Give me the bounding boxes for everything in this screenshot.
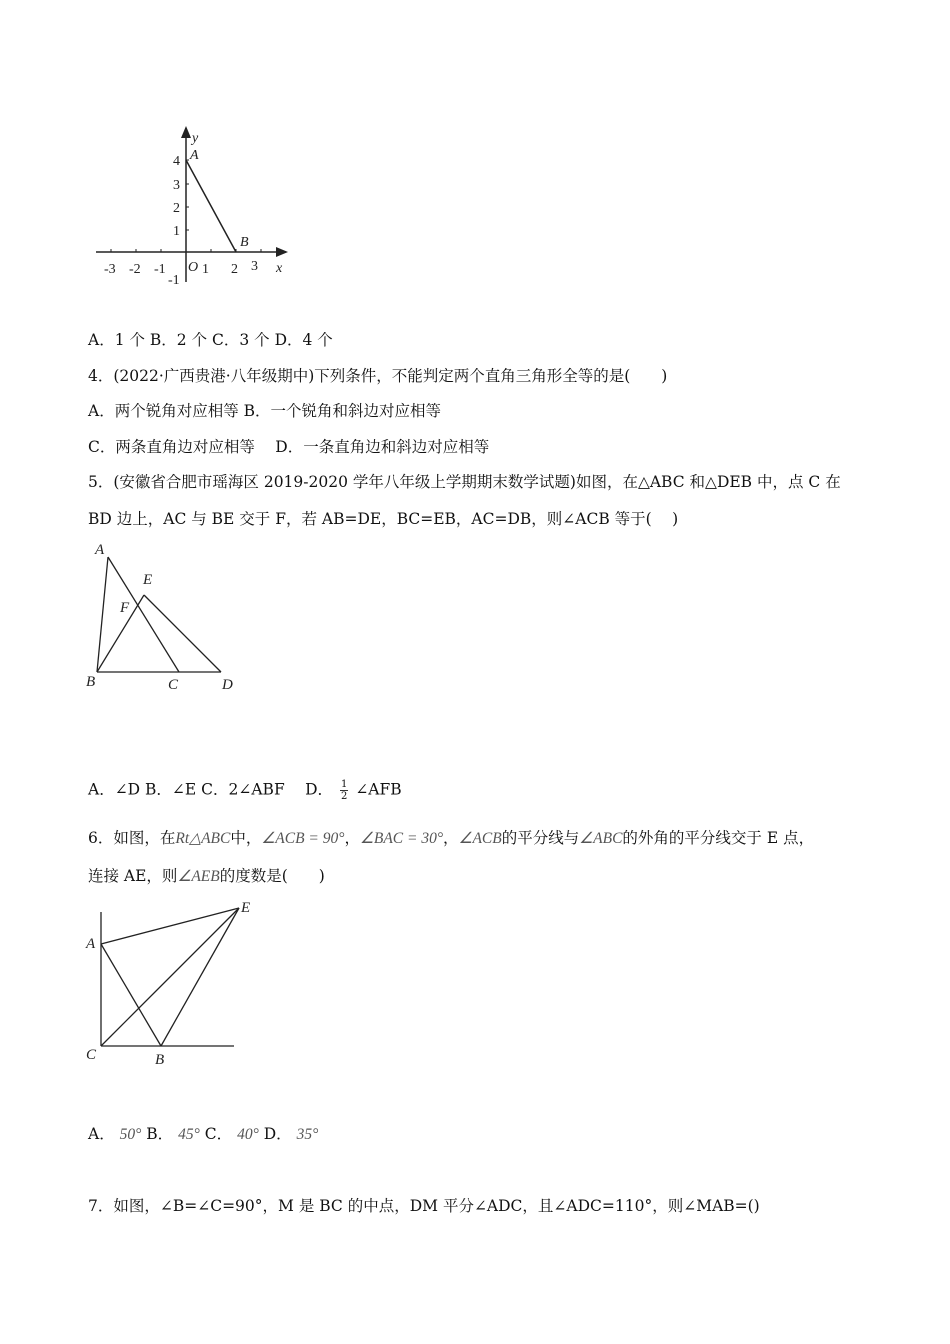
- option-value: 40°: [237, 1126, 259, 1143]
- q5-stem-line1: 5．(安徽省合肥市瑶海区 2019-2020 学年八年级上学期期末数学试题)如图，在△ABC 和△DEB 中，点 C 在: [88, 473, 841, 491]
- q5-option-d-tail: ∠AFB: [355, 780, 402, 799]
- x-tick: -2: [129, 262, 141, 277]
- math-rt-abc: Rt△ABC: [175, 830, 231, 847]
- y-tick: 4: [173, 154, 180, 169]
- option-letter: C．: [204, 1125, 233, 1143]
- coordinate-figure: [90, 122, 300, 292]
- one-half-fraction: [340, 779, 348, 802]
- x-tick: 2: [231, 262, 238, 277]
- q6-text: 的外角的平分线交于 E 点，: [622, 829, 815, 847]
- x-tick: -1: [154, 262, 166, 277]
- math-acb-90: ∠ACB = 90°: [261, 830, 345, 847]
- q7-stem: 7．如图，∠B=∠C=90°，M 是 BC 的中点，DM 平分∠ADC，且∠ADC=110°，则∠MAB=(): [88, 1197, 760, 1215]
- q5-options: [88, 779, 402, 802]
- origin-label: O: [188, 260, 199, 275]
- y-tick: 2: [173, 201, 180, 216]
- label-a: A: [86, 936, 96, 952]
- label-c: C: [168, 677, 179, 693]
- q6-text: 6．如图，在: [88, 829, 176, 847]
- q6-text: ，: [344, 829, 360, 847]
- fraction-denominator: 2: [341, 791, 348, 802]
- q4-options-ab: A．两个锐角对应相等 B．一个锐角和斜边对应相等: [88, 402, 442, 420]
- y-tick: 3: [173, 178, 180, 193]
- q5-options-text: A．∠D B．∠E C．2∠ABF D．: [88, 780, 334, 799]
- label-b: B: [155, 1052, 165, 1068]
- x-tick: 3: [251, 259, 258, 274]
- q6-text: 连接 AE，则: [88, 867, 178, 885]
- math-aeb: ∠AEB: [177, 868, 220, 885]
- q5-stem-line2: BD 边上，AC 与 BE 交于 F，若 AB=DE，BC=EB，AC=DB，则∠ACB 等于( ): [88, 510, 679, 528]
- x-axis-label: x: [276, 261, 283, 276]
- q6-options: [88, 1124, 318, 1145]
- triangle-figure-q6: [84, 896, 264, 1071]
- option-value: 50°: [119, 1126, 142, 1143]
- option-value: 35°: [296, 1126, 319, 1143]
- q6-stem-line1: [88, 828, 814, 849]
- option-letter: D．: [263, 1125, 292, 1143]
- q4-options-cd: C．两条直角边对应相等 D．一条直角边和斜边对应相等: [88, 438, 490, 456]
- label-e: E: [241, 900, 251, 916]
- option-letter: A．: [88, 1125, 115, 1143]
- q4-stem: 4．(2022·广西贵港·八年级期中)下列条件，不能判定两个直角三角形全等的是( ): [88, 367, 668, 385]
- y-tick: -1: [168, 273, 180, 288]
- math-bac-30: ∠BAC = 30°: [359, 830, 444, 847]
- q3-options: A．1 个 B．2 个 C．3 个 D．4 个: [88, 331, 333, 349]
- y-axis-label: y: [192, 131, 199, 146]
- label-c: C: [86, 1047, 97, 1063]
- q6-text: 中，: [230, 829, 262, 847]
- x-tick: 1: [202, 262, 209, 277]
- x-tick: -3: [104, 262, 116, 277]
- x-arrow-icon: [276, 247, 288, 257]
- q6-text: 的度数是( ): [219, 867, 325, 885]
- label-a: A: [95, 542, 105, 558]
- q6-text: 的平分线与: [501, 829, 580, 847]
- q6-text: ，: [443, 829, 459, 847]
- math-acb: ∠ACB: [458, 830, 502, 847]
- segment-ab: [186, 160, 236, 252]
- triangle-figure-q5: [84, 540, 244, 695]
- point-a-label: A: [190, 148, 199, 163]
- point-b-label: B: [240, 235, 249, 250]
- math-abc: ∠ABC: [579, 830, 623, 847]
- label-f: F: [120, 600, 130, 616]
- y-tick: 1: [173, 224, 180, 239]
- fraction-numerator: 1: [341, 779, 348, 790]
- y-arrow-icon: [181, 126, 191, 138]
- label-b: B: [86, 674, 96, 690]
- label-e: E: [143, 572, 153, 588]
- option-value: 45°: [178, 1126, 200, 1143]
- label-d: D: [222, 677, 233, 693]
- option-letter: B．: [146, 1125, 174, 1143]
- q6-stem-line2: [88, 866, 325, 887]
